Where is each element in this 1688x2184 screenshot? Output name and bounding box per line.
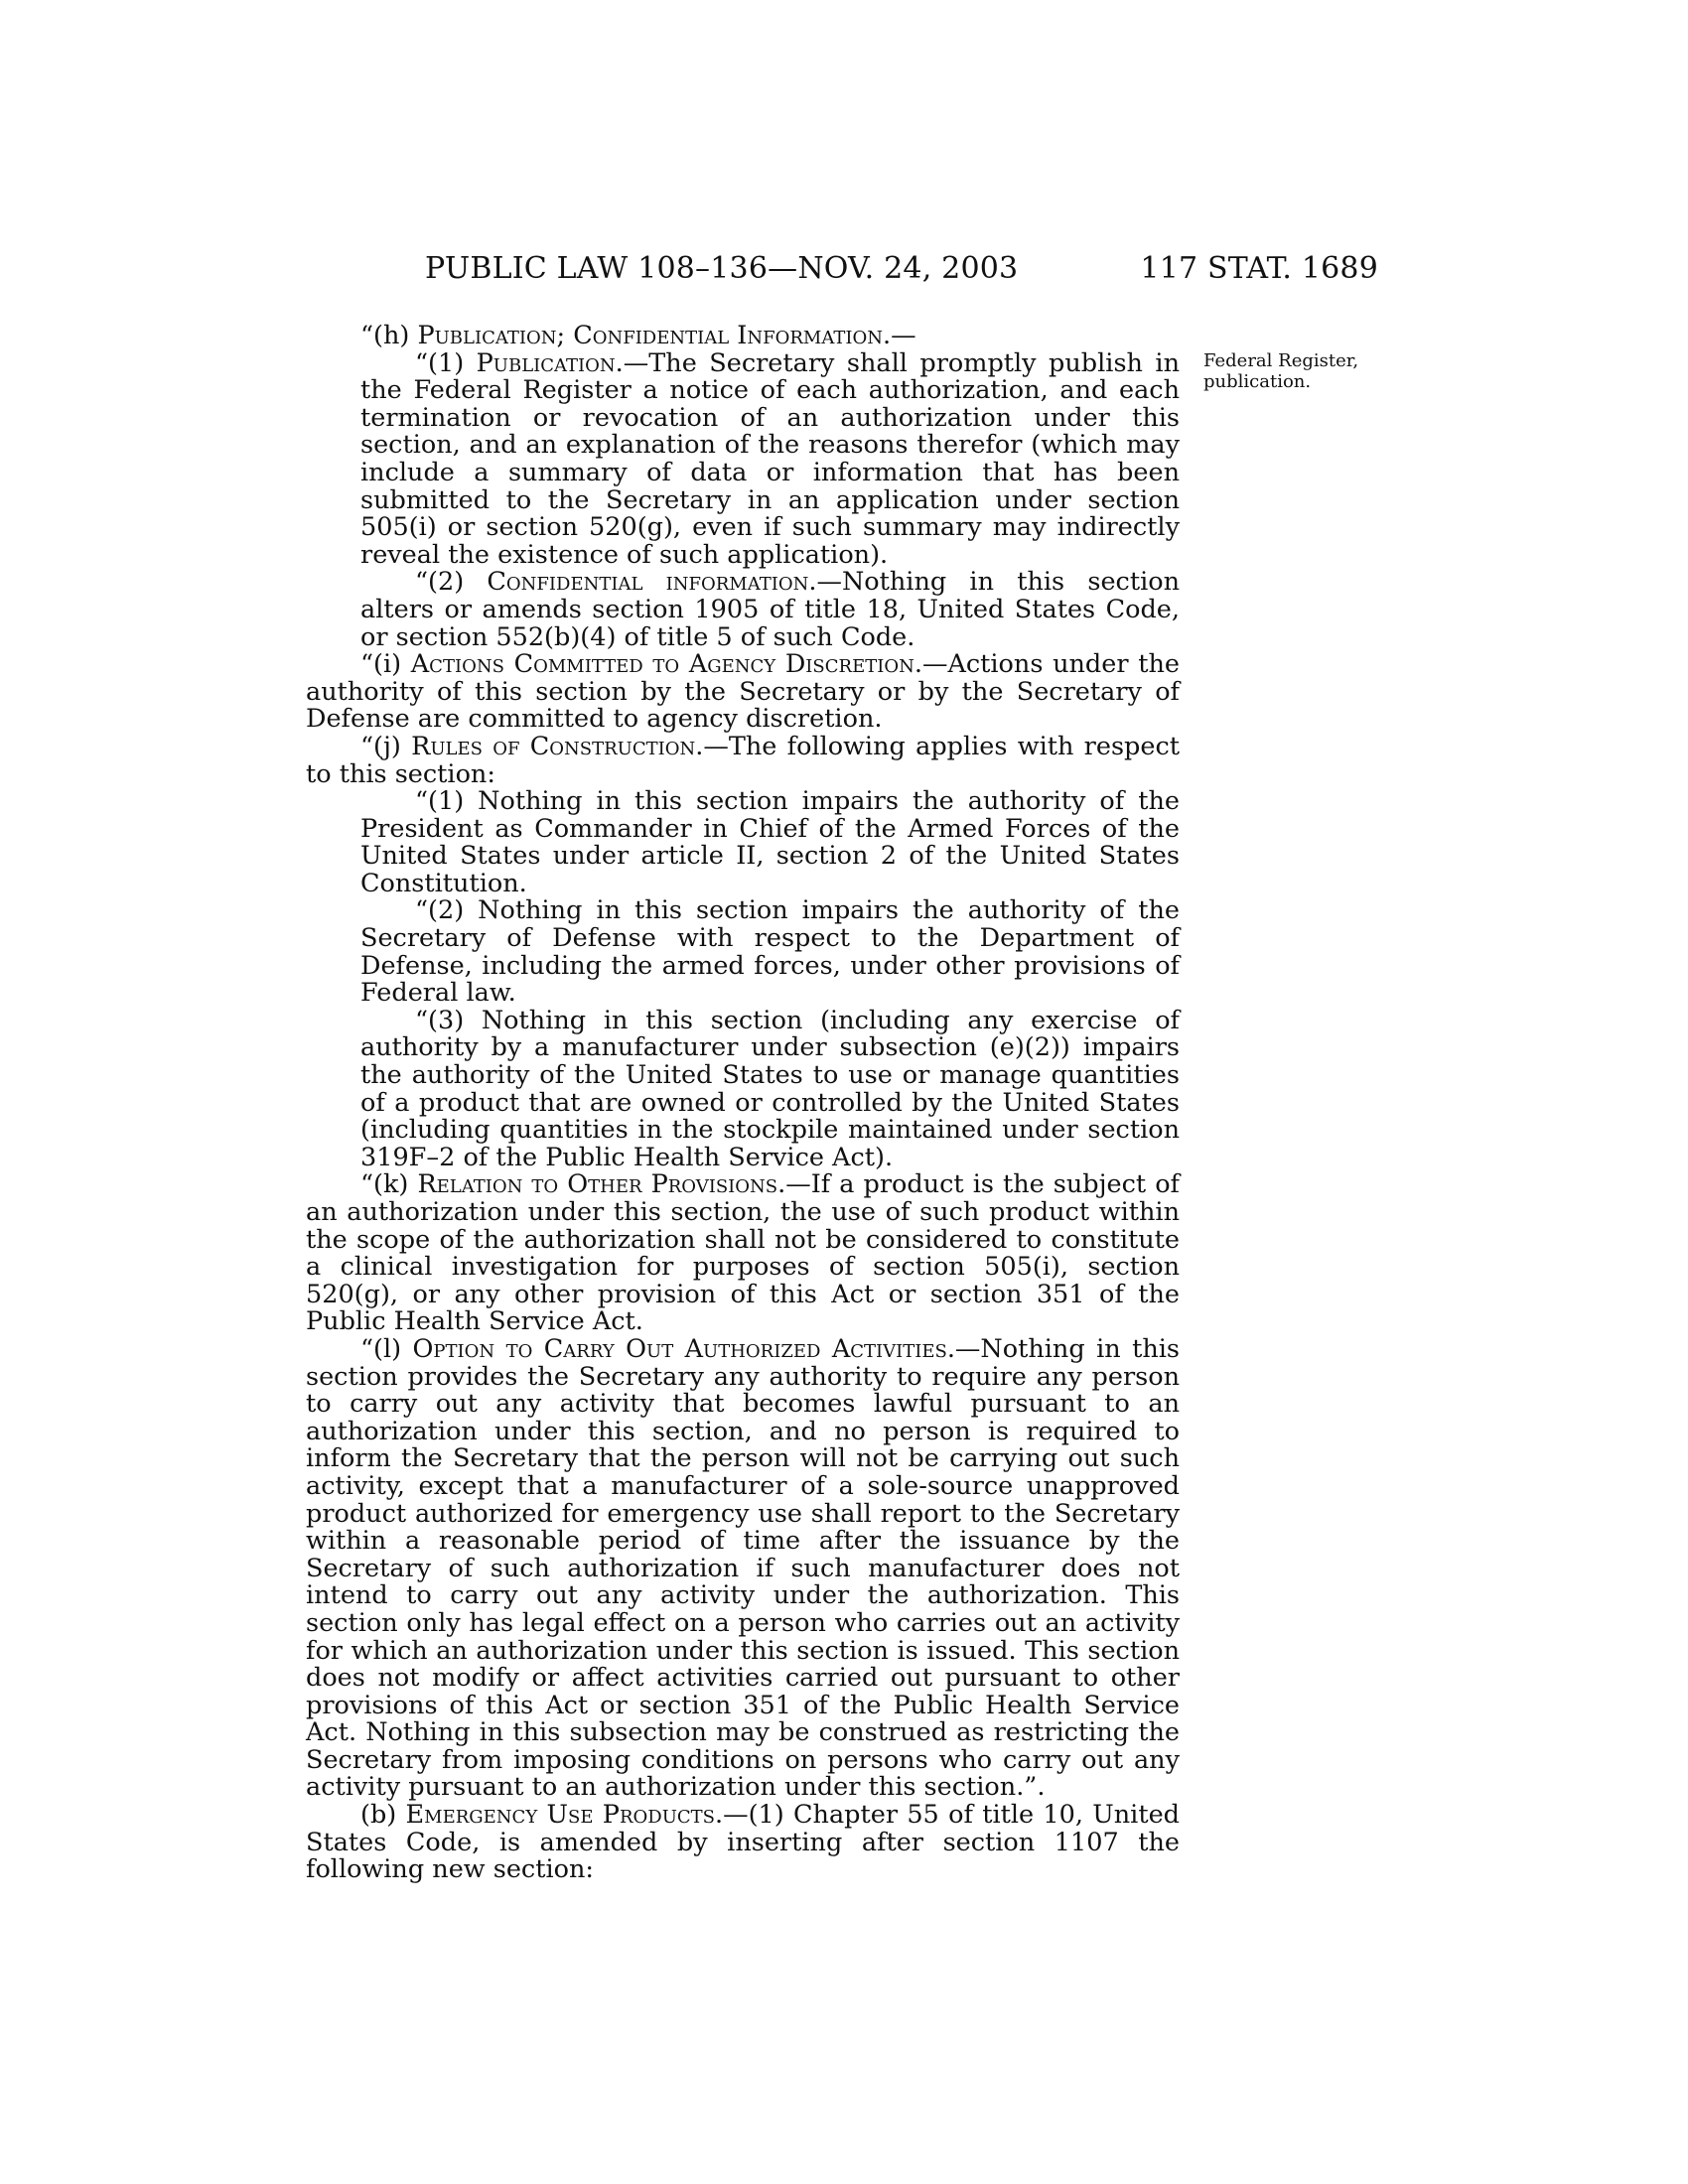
law-title: PUBLIC LAW 108–136—NOV. 24, 2003 (425, 251, 1019, 286)
paragraph-i: “(i) Actions Committed to Agency Discretion.—Actions under the authority of this section by the Secretary or by the Secretary of Defense are committed to agency discretion. (306, 649, 1180, 735)
paragraph-h: “(h) Publication; Confidential Information.— (360, 321, 916, 350)
paragraph-k: “(k) Relation to Other Provisions.—If a product is the subject of an authorization under this section, the use of such product within the scope of the authorization shall not be considered to constitute a clinical investigation for purposes of section 505(i), section 520(g), or any other provision of this Act or section 351 of the Public Health Service Act. (306, 1169, 1180, 1337)
paragraph-h1: “(1) Publication.—The Secretary shall promptly publish in the Federal Register a notice of each authorization, and each termination or revocation of an authorization under this section, and an explanation of the reasons therefor (which may include a summary of data or information that has been submitted to the Secretary in an application under section 505(i) or section 520(g), even if such summary may indirectly reveal the existence of such application). (360, 347, 1181, 570)
margin-note: Federal Register, publication. (1203, 350, 1359, 392)
page-header (425, 251, 1378, 291)
section-heading: Publication (476, 347, 616, 378)
section-heading: Option to Carry Out Authorized Activities (412, 1333, 947, 1364)
statute-body (306, 323, 1180, 1884)
paragraph-j2: “(2) Nothing in this section impairs the authority of the Secretary of Defense with respect to the Department of Defense, including the armed forces, under other provisions of Federal law. (360, 895, 1180, 1009)
paragraph-j: “(j) Rules of Construction.—The following applies with respect to this section: (306, 731, 1180, 789)
section-heading: Rules of Construction (411, 731, 696, 761)
paragraph-l: “(l) Option to Carry Out Authorized Activities.—Nothing in this section provides the Secretary any authority to require any person to carry out any activity that becomes lawful pursuant to an authorization under this section, and no person is required to inform the Secretary that the person will not be carrying out such activity, except that a manufacturer of a sole-source unapproved product authorized for emergency use shall report to the Secretary within a reasonable period of time after the issuance by the Secretary of such authorization if such manufacturer does not intend to carry out any activity under the authorization. This section only has legal effect on a person who carries out an activity for which an authorization under this section is issued. This section does not modify or affect activities carried out pursuant to other provisions of this Act or section 351 of the Public Health Service Act. Nothing in this subsection may be construed as restricting the Secretary from imposing conditions on persons who carry out any activity pursuant to an authorization under this section.”. (306, 1333, 1180, 1803)
section-heading: Confidential information (487, 567, 809, 598)
paragraph-j1: “(1) Nothing in this section impairs the authority of the President as Commander in Chief of the Armed Forces of the United States under article II, section 2 of the United States Constitution. (360, 786, 1180, 898)
section-heading: Publication; Confidential Information (417, 321, 883, 350)
paragraph-h2: “(2) Confidential information.—Nothing in this section alters or amends section 1905 of title 18, United States Code, or section 552(b)(4) of title 5 of such Code. (360, 567, 1181, 652)
paragraph-j3: “(3) Nothing in this section (including any exercise of authority by a manufacturer under subsection (e)(2)) impairs the authority of the United States to use or manage quantities of a product that are owned or controlled by the United States (including quantities in the stockpile maintained under section 319F–2 of the Public Health Service Act). (360, 1005, 1180, 1172)
section-heading: Actions Committed to Agency Discretion (410, 649, 914, 680)
statute-citation: 117 STAT. 1689 (1140, 251, 1378, 286)
section-heading: Emergency Use Products (405, 1800, 715, 1831)
paragraph-b: (b) Emergency Use Products.—(1) Chapter 55 of title 10, United States Code, is amended by inserting after section 1107 the following new section: (306, 1800, 1181, 1885)
section-heading: Relation to Other Provisions (417, 1169, 778, 1200)
